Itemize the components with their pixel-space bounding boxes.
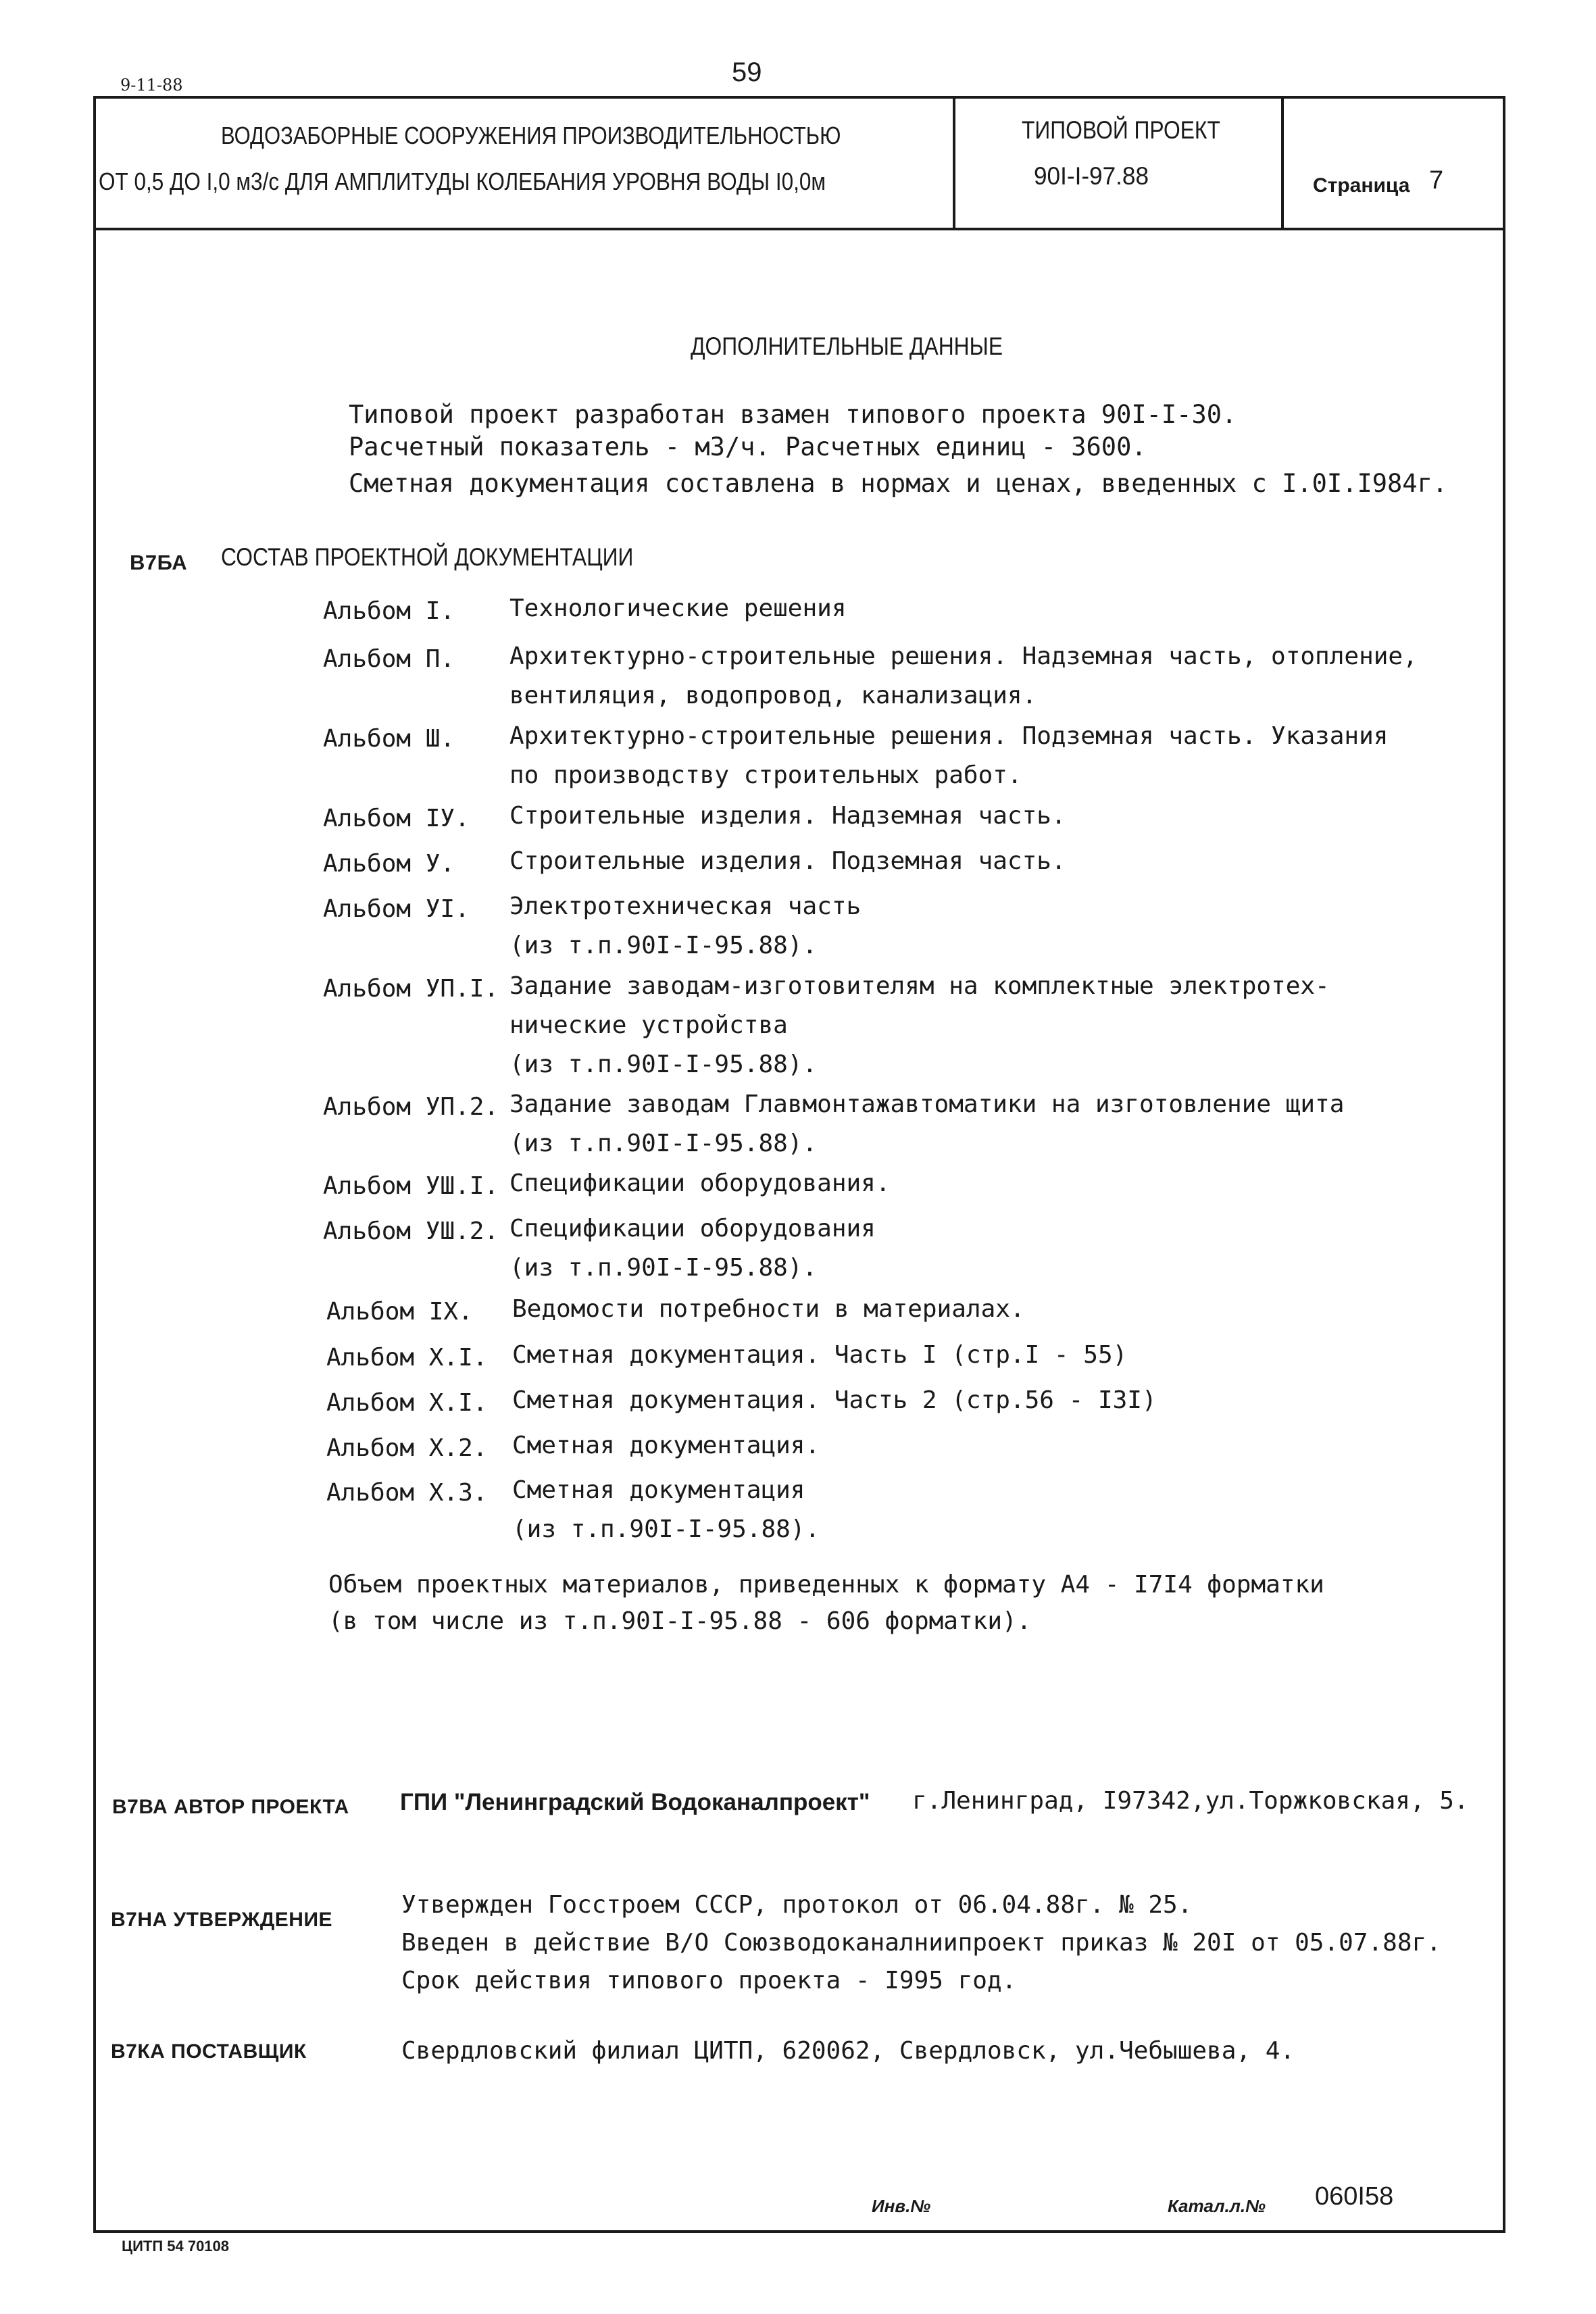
- album-description: Строительные изделия. Надземная часть.: [509, 802, 1066, 830]
- album-label: Альбом Ш.: [323, 725, 455, 753]
- sheet-number: 59: [732, 57, 762, 87]
- composition-title: СОСТАВ ПРОЕКТНОЙ ДОКУМЕНТАЦИИ: [221, 543, 634, 571]
- album-label: Альбом УП.2.: [323, 1093, 499, 1121]
- album-description: Сметная документация. Часть I (стр.I - 55): [512, 1341, 1128, 1369]
- composition-code: В7БА: [130, 551, 188, 574]
- project-label: ТИПОВОЙ ПРОЕКТ: [1022, 116, 1220, 144]
- album-description: Сметная документация.: [512, 1432, 820, 1459]
- volume-line-1: Объем проектных материалов, приведенных к формату А4 - I7I4 форматки: [328, 1571, 1324, 1599]
- album-description: Сметная документация. Часть 2 (стр.56 - I3I): [512, 1386, 1157, 1414]
- album-description: Архитектурно-строительные решения. Подземная часть. Указания по производству строительных работ.: [509, 722, 1389, 789]
- album-description: Архитектурно-строительные решения. Надземная часть, отопление, вентиляция, водопровод, канализация.: [509, 643, 1418, 709]
- author-address: г.Ленинград, I97342,ул.Торжковская, 5.: [912, 1787, 1469, 1815]
- album-description: Ведомости потребности в материалах.: [512, 1295, 1025, 1323]
- album-label: Альбом УП.I.: [323, 975, 499, 1003]
- album-label: Альбом I.: [323, 597, 455, 625]
- intro-line-1: Типовой проект разработан взамен типового проекта 90I-I-30.: [349, 400, 1237, 429]
- album-label: Альбом IX.: [326, 1298, 473, 1326]
- header-bottom-rule: [93, 228, 1505, 230]
- supplier-label: В7КА ПОСТАВЩИК: [111, 2040, 307, 2063]
- album-label: Альбом X.I.: [326, 1344, 488, 1372]
- approval-line-2: Введен в действие В/О Союзводоканалниипроект приказ № 20I от 05.07.88г.: [401, 1929, 1441, 1957]
- author-org: ГПИ "Ленинградский Водоканалпроект": [400, 1789, 870, 1815]
- album-label: Альбом П.: [323, 645, 455, 673]
- album-label: Альбом У.: [323, 850, 455, 878]
- header-divider-2: [1281, 96, 1284, 230]
- album-description: Спецификации оборудования (из т.п.90I-I-95.88).: [509, 1215, 876, 1282]
- page-label: Страница: [1313, 174, 1410, 197]
- album-label: Альбом УI.: [323, 895, 470, 923]
- document-code: 9-11-88: [120, 76, 183, 95]
- approval-line-1: Утвержден Госстроем СССР, протокол от 06.04.88г. № 25.: [401, 1891, 1193, 1919]
- album-description: Электротехническая часть (из т.п.90I-I-95.88).: [509, 892, 862, 959]
- supplier-text: Свердловский филиал ЦИТП, 620062, Свердловск, ул.Чебышева, 4.: [401, 2037, 1295, 2065]
- album-description: Сметная документация (из т.п.90I-I-95.88).: [512, 1476, 820, 1543]
- album-label: Альбом X.2.: [326, 1434, 488, 1462]
- section-title: ДОПОЛНИТЕЛЬНЫЕ ДАННЫЕ: [691, 332, 1003, 360]
- header-divider-1: [953, 96, 955, 230]
- album-label: Альбом УШ.I.: [323, 1172, 499, 1200]
- album-description: Строительные изделия. Подземная часть.: [509, 847, 1066, 875]
- header-title-line2: ОТ 0,5 ДО I,0 м3/с ДЛЯ АМПЛИТУДЫ КОЛЕБАНИЯ УРОВНЯ ВОДЫ I0,0м: [99, 168, 826, 195]
- volume-line-2: (в том числе из т.п.90I-I-95.88 - 606 форматки).: [328, 1607, 1032, 1635]
- author-label: В7ВА АВТОР ПРОЕКТА: [112, 1796, 349, 1818]
- intro-line-2: Расчетный показатель - м3/ч. Расчетных единиц - 3600.: [349, 432, 1147, 461]
- catalog-label: Катал.л.№: [1168, 2196, 1266, 2216]
- album-description: Технологические решения: [509, 595, 847, 622]
- intro-line-3: Сметная документация составлена в нормах и ценах, введенных с I.0I.I984г.: [349, 469, 1448, 498]
- album-label: Альбом IУ.: [323, 805, 470, 832]
- album-description: Спецификации оборудования.: [509, 1169, 891, 1197]
- project-code: 90I-I-97.88: [1034, 162, 1149, 190]
- page-value: 7: [1429, 166, 1444, 195]
- catalog-value: 060I58: [1315, 2182, 1394, 2211]
- album-description: Задание заводам Главмонтажавтоматики на изготовление щита (из т.п.90I-I-95.88).: [509, 1090, 1345, 1157]
- approval-label: В7НА УТВЕРЖДЕНИЕ: [111, 1909, 333, 1931]
- approval-line-3: Срок действия типового проекта - I995 год.: [401, 1967, 1017, 1994]
- printer-mark: ЦИТП 54 70108: [122, 2238, 230, 2255]
- album-label: Альбом X.3.: [326, 1479, 488, 1507]
- album-label: Альбом X.I.: [326, 1389, 488, 1417]
- album-label: Альбом УШ.2.: [323, 1217, 499, 1245]
- inventory-label: Инв.№: [872, 2196, 931, 2216]
- header-title-line1: ВОДОЗАБОРНЫЕ СООРУЖЕНИЯ ПРОИЗВОДИТЕЛЬНОСТЬЮ: [221, 122, 841, 149]
- album-description: Задание заводам-изготовителям на комплектные электротех- нические устройства (из т.п.90I-I-95.88).: [509, 972, 1330, 1078]
